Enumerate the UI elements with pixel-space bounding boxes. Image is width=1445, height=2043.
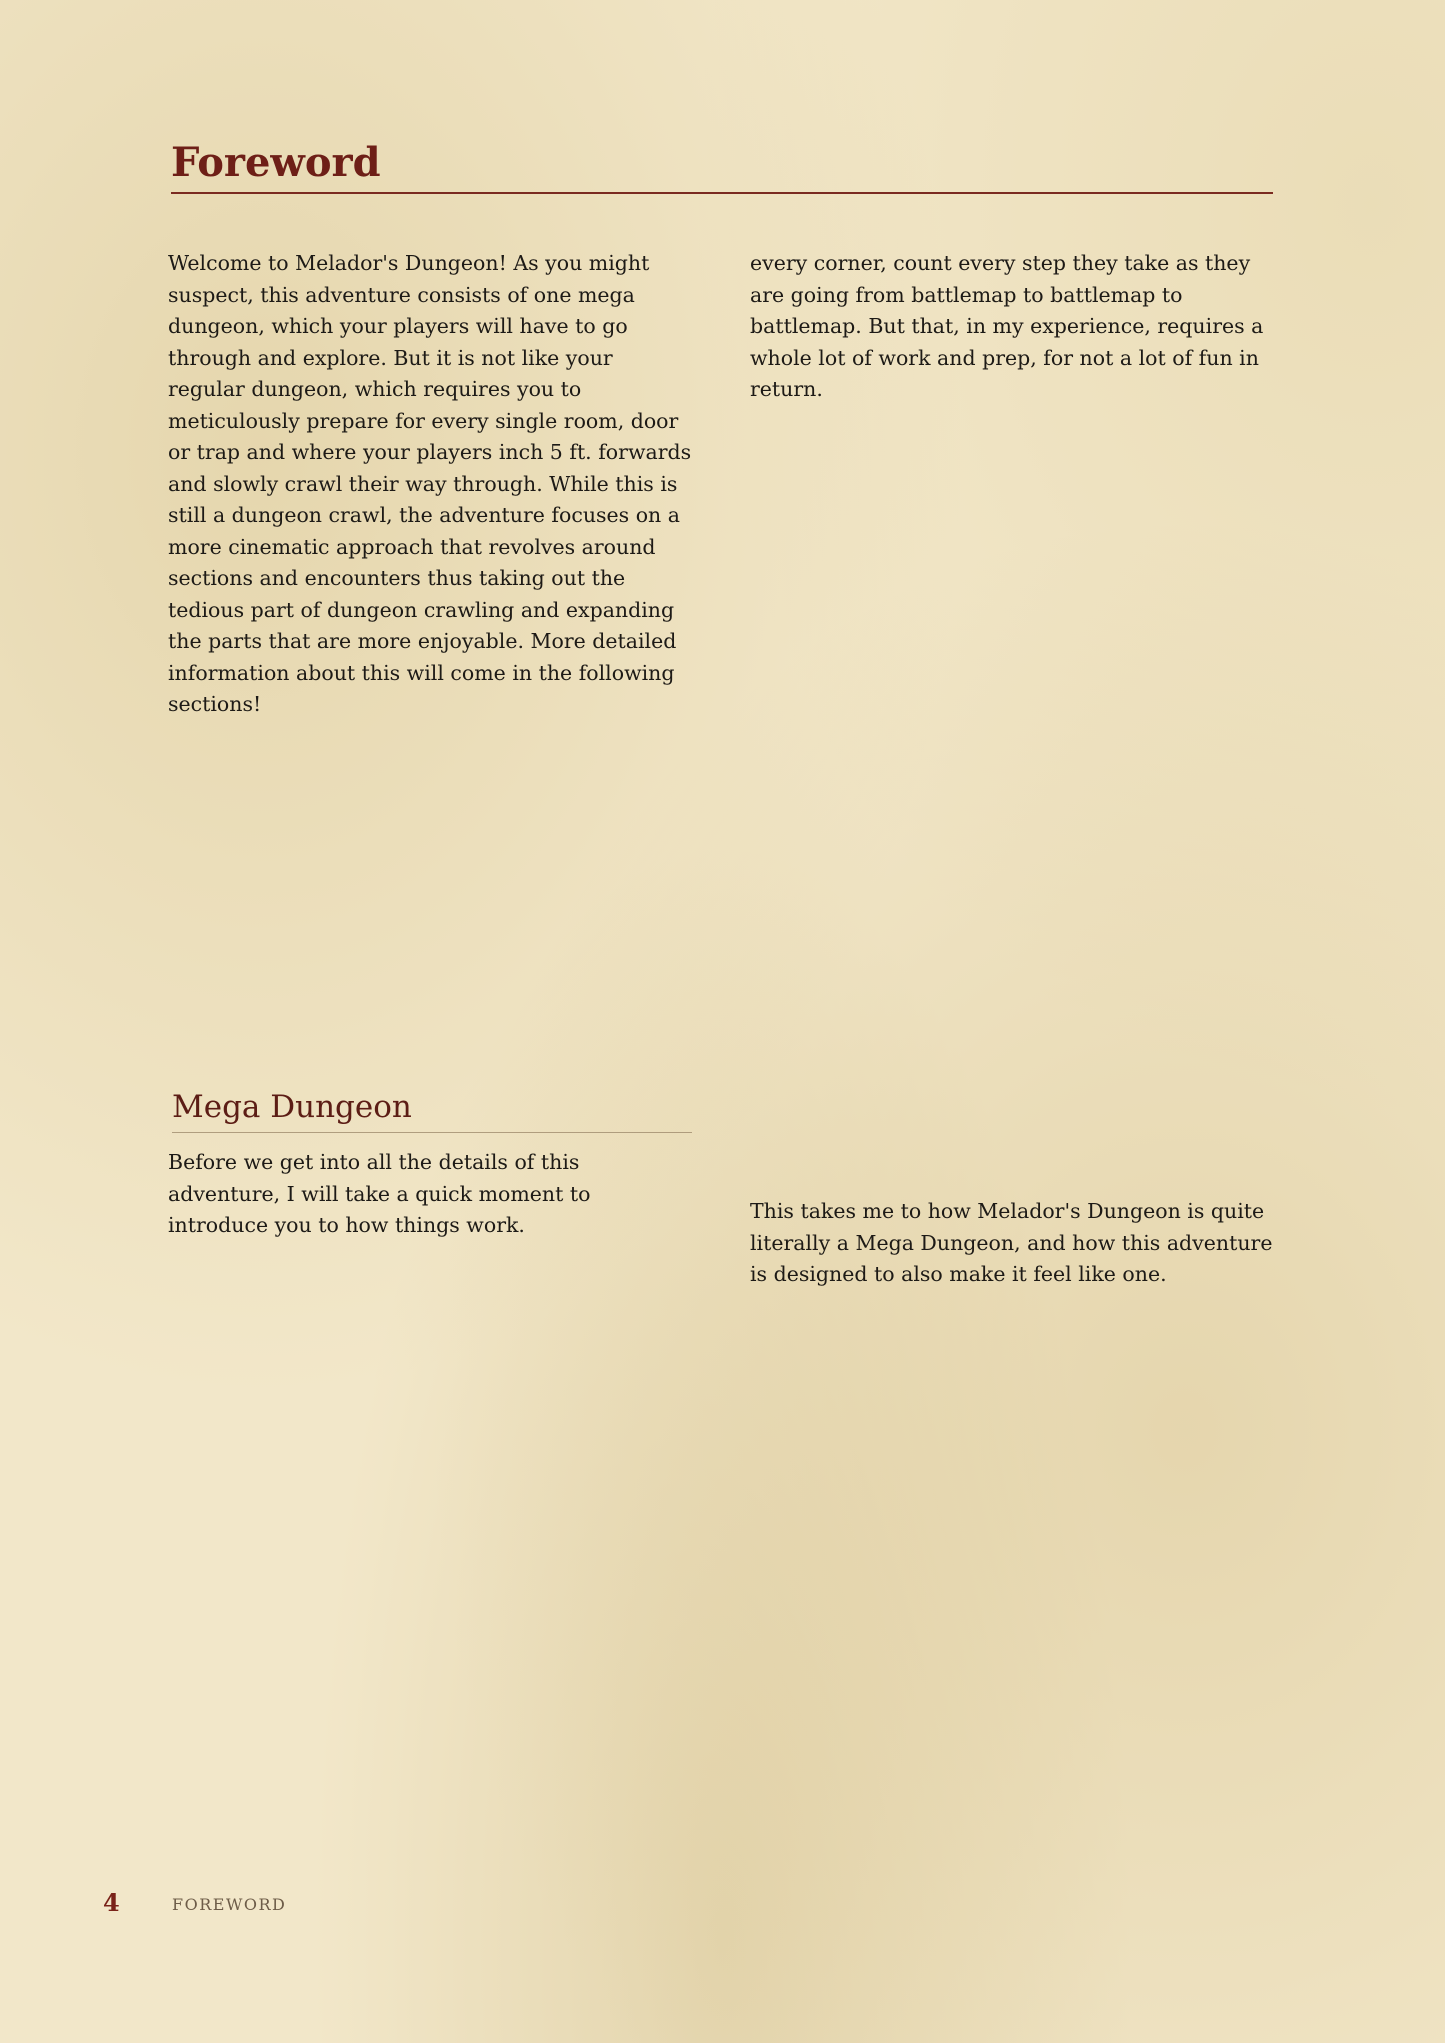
- left-column: [168, 248, 693, 1777]
- section-divider: [172, 1132, 692, 1133]
- right-paragraph-1: every corner, count every step they take as they are going from battlemap to battlemap to battlemap. But that, in my experience, requires a whole lot of work and prep, for not a lot of fun in return.: [750, 251, 1264, 401]
- section-paragraph: Before we get into all the details of this adventure, I will take a quick moment to introduce you to how things work.: [168, 1150, 591, 1237]
- running-footer: FOREWORD: [172, 1895, 287, 1914]
- section-heading-mega-dungeon: Mega Dungeon: [172, 1089, 412, 1125]
- page-number: 4: [103, 1888, 120, 1917]
- page-title: Foreword: [171, 139, 381, 186]
- right-paragraph-2: This takes me to how Melador's Dungeon is quite literally a Mega Dungeon, and how this adventure is designed to also make it feel like one.: [750, 1199, 1273, 1286]
- right-column: [750, 248, 1275, 1826]
- title-divider: [171, 192, 1273, 194]
- intro-paragraph: Welcome to Melador's Dungeon! As you might suspect, this adventure consists of one mega dungeon, which your players will have to go through and explore. But it is not like your regular dungeon, which requires you to meticulously prepare for every single room, door or trap and where your players inch 5 ft. forwards and slowly crawl their way through. While this is still a dungeon crawl, the adventure focuses on a more cinematic approach that revolves around sections and encounters thus taking out the tedious part of dungeon crawling and expanding the parts that are more enjoyable. More detailed information about this will come in the following sections!: [168, 251, 692, 716]
